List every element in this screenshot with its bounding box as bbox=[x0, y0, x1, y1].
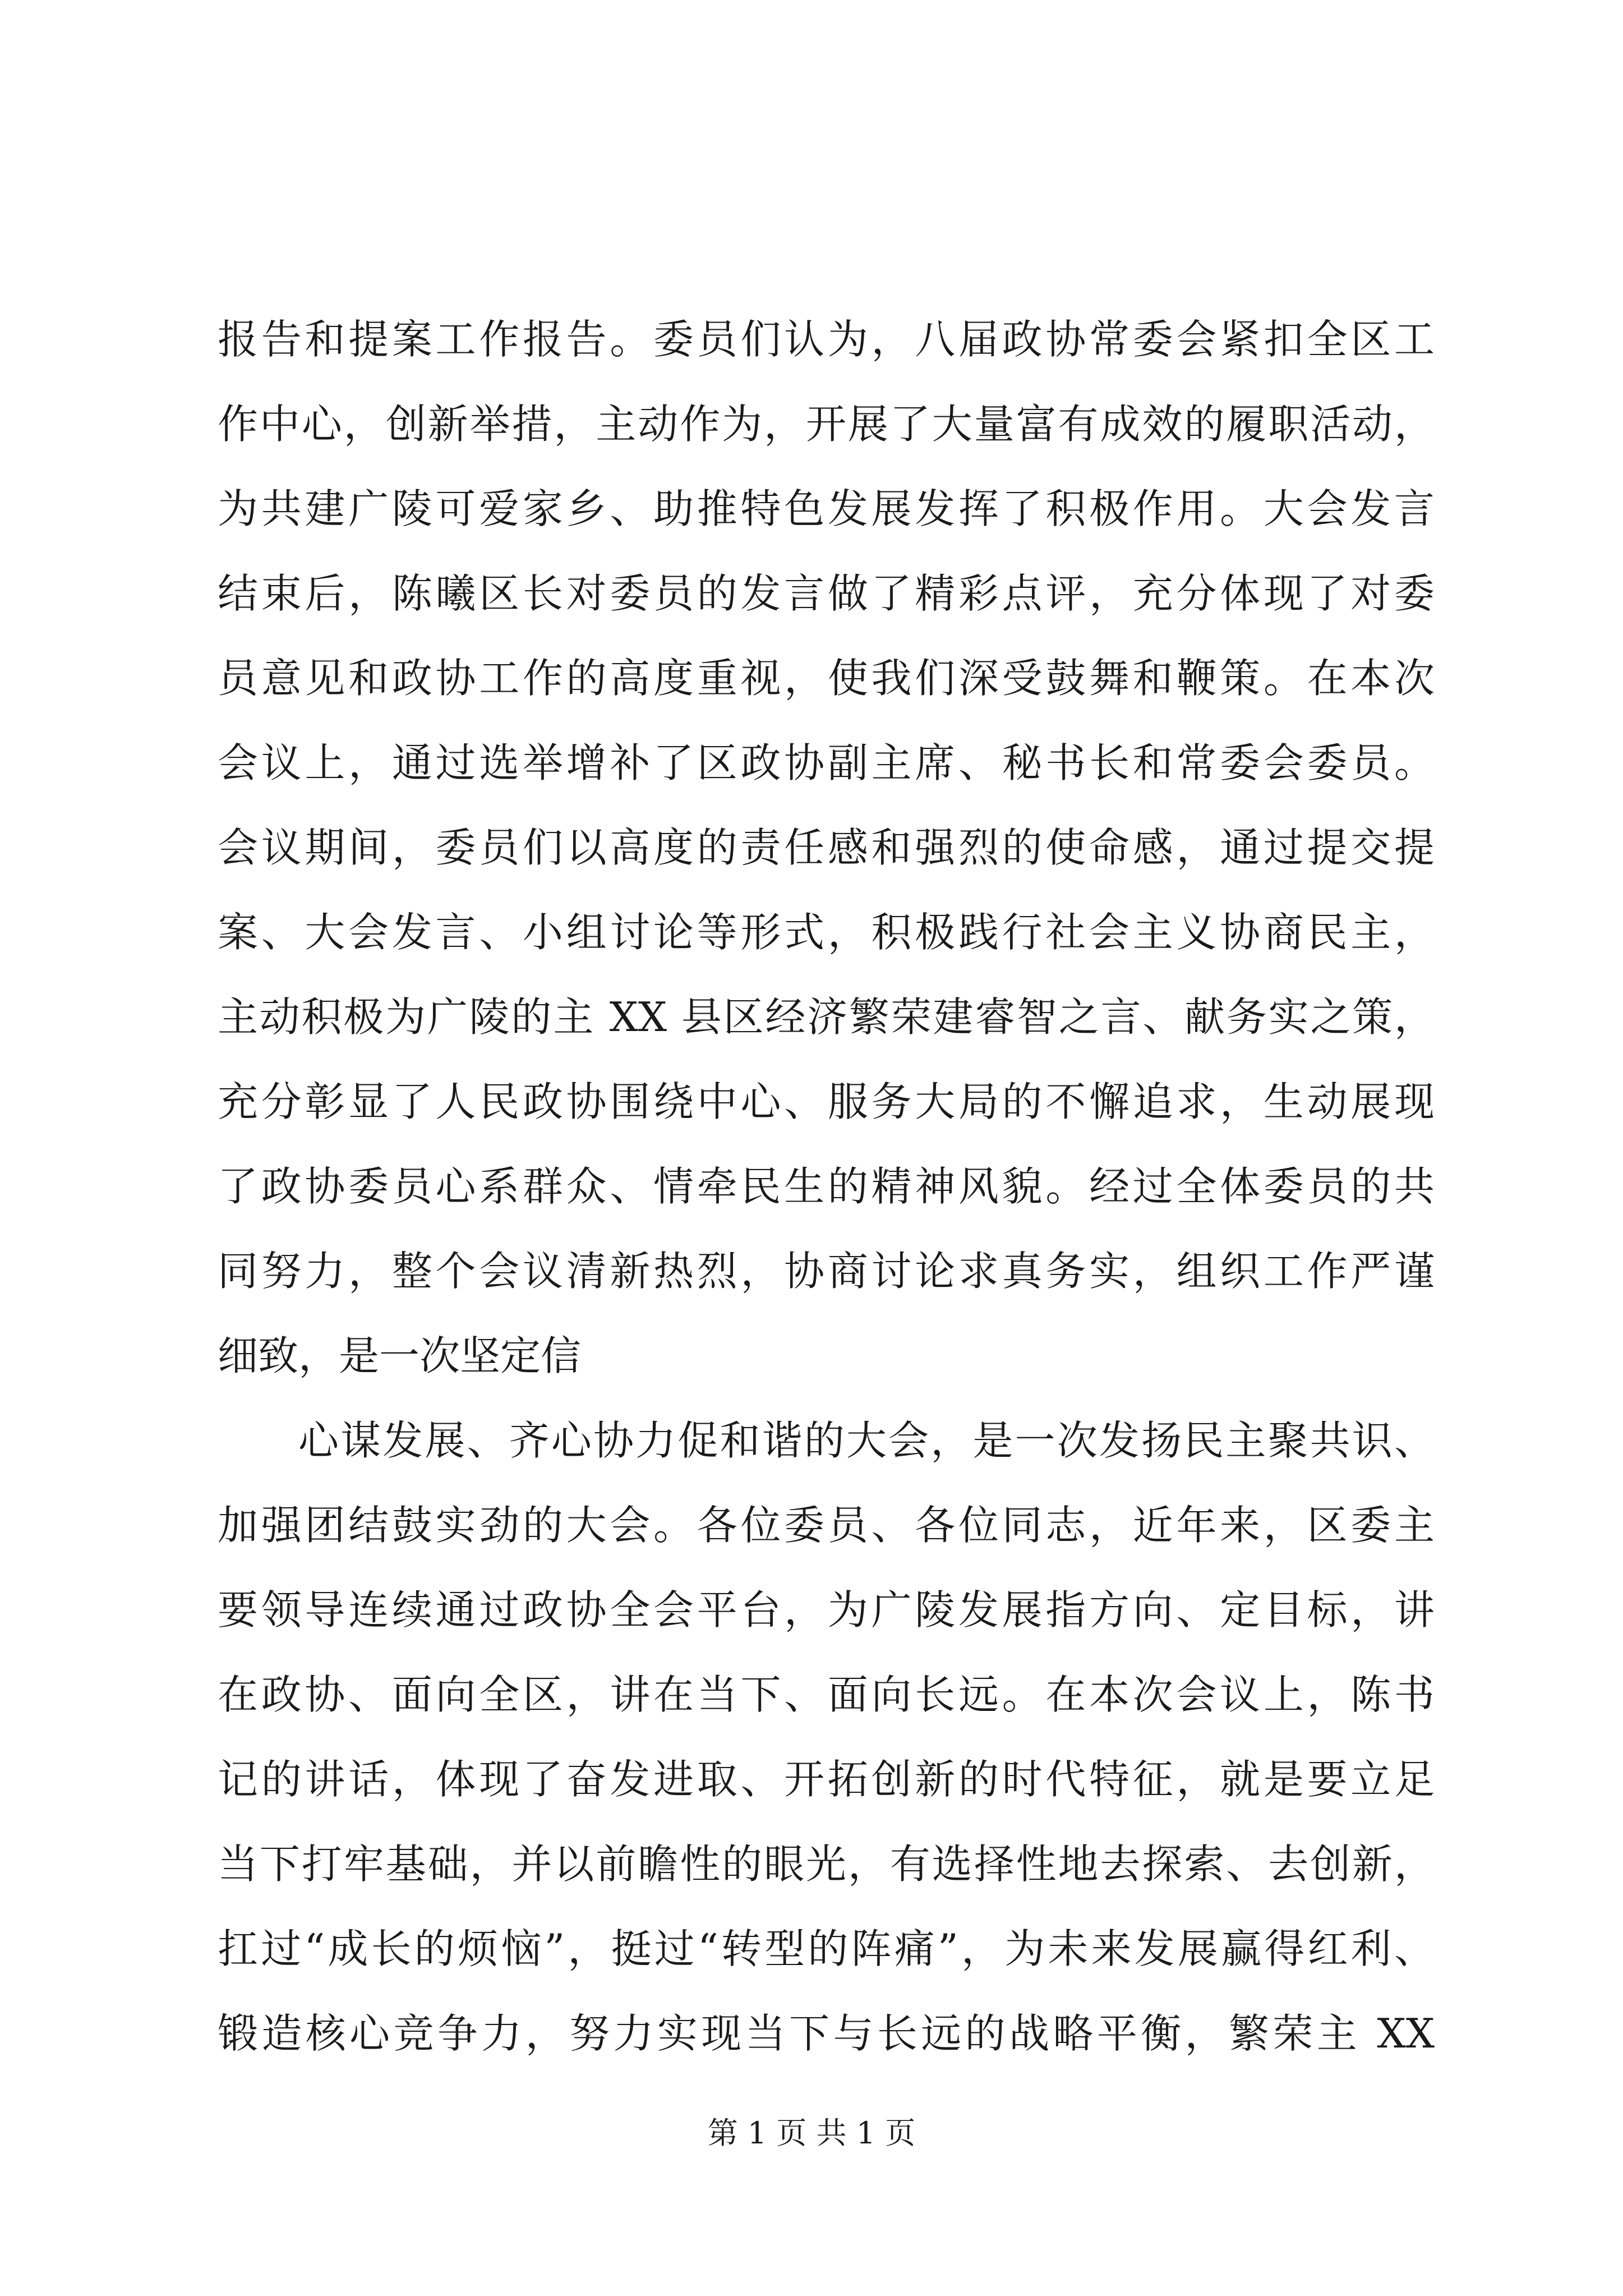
text-line-6: 会议上，通过选举增补了区政协副主席、秘书长和常委会委员。 bbox=[218, 739, 1435, 786]
text-line-15: 加强团结鼓实劲的大会。各位委员、各位同志，近年来，区委主 bbox=[218, 1502, 1435, 1549]
text-line-9: 主动积极为广陵的主 XX 县区经济繁荣建睿智之言、献务实之策， bbox=[218, 993, 1435, 1041]
text-line-19: 当下打牢基础，并以前瞻性的眼光，有选择性地去探索、去创新， bbox=[218, 1841, 1435, 1888]
text-line-20: 扛过“成长的烦恼”，挺过“转型的阵痛”，为未来发展赢得红利、 bbox=[218, 1925, 1435, 1972]
text-line-21: 锻造核心竞争力，努力实现当下与长远的战略平衡，繁荣主 XX bbox=[218, 2010, 1435, 2057]
text-line-5: 员意见和政协工作的高度重视，使我们深受鼓舞和鞭策。在本次 bbox=[218, 655, 1435, 702]
text-line-11: 了政协委员心系群众、情牵民生的精神风貌。经过全体委员的共 bbox=[218, 1163, 1435, 1210]
text-line-4: 结束后，陈曦区长对委员的发言做了精彩点评，充分体现了对委 bbox=[218, 570, 1435, 617]
document-body bbox=[218, 297, 1435, 2076]
page-footer bbox=[0, 2109, 1623, 2152]
text-line-13: 细致，是一次坚定信 bbox=[218, 1332, 582, 1379]
text-line-18: 记的讲话，体现了奋发进取、开拓创新的时代特征，就是要立足 bbox=[218, 1756, 1435, 1803]
text-line-8: 案、大会发言、小组讨论等形式，积极践行社会主义协商民主， bbox=[218, 909, 1435, 956]
page-number: 第 1 页 共 1 页 bbox=[707, 2115, 916, 2151]
paragraph-2-first-line: 心谋发展、齐心协力促和谐的大会，是一次发扬民主聚共识、 bbox=[298, 1417, 1435, 1464]
text-line-17: 在政协、面向全区，讲在当下、面向长远。在本次会议上，陈书 bbox=[218, 1671, 1435, 1718]
text-line-12: 同努力，整个会议清新热烈，协商讨论求真务实，组织工作严谨 bbox=[218, 1248, 1435, 1295]
text-line-3: 为共建广陵可爱家乡、助推特色发展发挥了积极作用。大会发言 bbox=[218, 485, 1435, 532]
text-line-16: 要领导连续通过政协全会平台，为广陵发展指方向、定目标，讲 bbox=[218, 1586, 1435, 1634]
text-line-10: 充分彰显了人民政协围绕中心、服务大局的不懈追求，生动展现 bbox=[218, 1078, 1435, 1125]
text-line-2: 作中心，创新举措，主动作为，开展了大量富有成效的履职活动， bbox=[218, 401, 1435, 448]
text-line-1: 报告和提案工作报告。委员们认为，八届政协常委会紧扣全区工 bbox=[218, 316, 1435, 363]
text-line-7: 会议期间，委员们以高度的责任感和强烈的使命感，通过提交提 bbox=[218, 824, 1435, 871]
